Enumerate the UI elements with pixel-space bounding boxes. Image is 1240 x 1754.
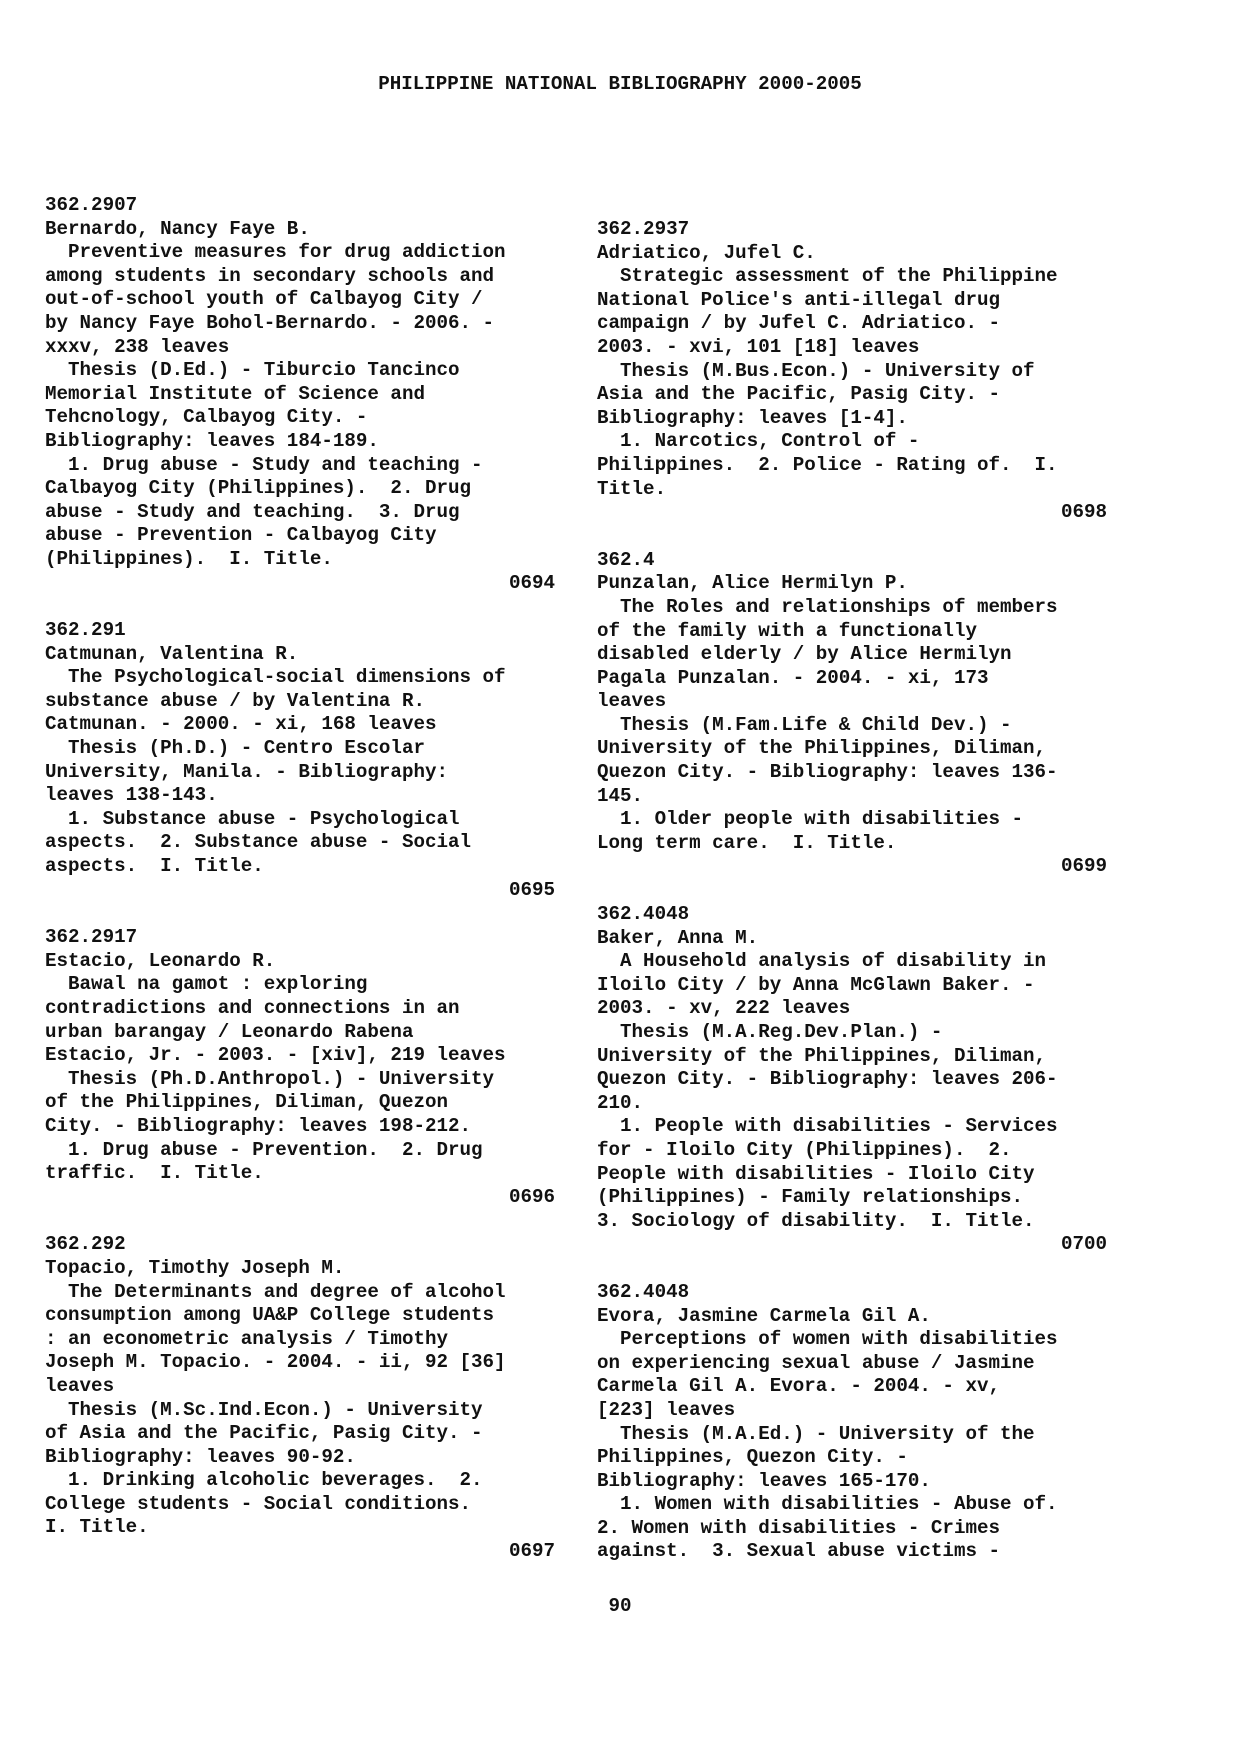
bibliography-entry bbox=[597, 903, 1107, 1257]
entry-line: 1. People with disabilities - Services bbox=[597, 1115, 1058, 1138]
entry-line: Memorial Institute of Science and bbox=[45, 382, 425, 405]
call-number: 362.292 bbox=[45, 1233, 126, 1256]
entry-line: Quezon City. - Bibliography: leaves 136- bbox=[597, 761, 1058, 784]
bibliography-entry bbox=[597, 218, 1107, 525]
entry-line: leaves 138-143. bbox=[45, 784, 218, 807]
entry-line: 2. Women with disabilities - Crimes bbox=[597, 1516, 1001, 1539]
entry-line: of the Philippines, Diliman, Quezon bbox=[45, 1091, 449, 1114]
entry-line: The Roles and relationships of members bbox=[597, 595, 1058, 618]
entry-line: 210. bbox=[597, 1091, 644, 1114]
call-number: 362.2907 bbox=[45, 194, 138, 216]
entry-author: Catmunan, Valentina R. bbox=[45, 642, 299, 665]
entry-author: Evora, Jasmine Carmela Gil A. bbox=[597, 1304, 931, 1327]
entry-line: by Nancy Faye Bohol-Bernardo. - 2006. - bbox=[45, 311, 495, 334]
call-number: 362.4048 bbox=[597, 1280, 690, 1303]
entry-line: The Determinants and degree of alcohol bbox=[45, 1280, 506, 1303]
bibliography-entry bbox=[45, 1233, 555, 1563]
call-number: 362.4048 bbox=[597, 903, 690, 926]
entry-line: Preventive measures for drug addiction bbox=[45, 241, 506, 264]
entry-line: Bawal na gamot : exploring bbox=[45, 973, 368, 996]
entry-line: Thesis (D.Ed.) - Tiburcio Tancinco bbox=[45, 359, 460, 382]
entry-line: Thesis (M.Fam.Life & Child Dev.) - bbox=[597, 713, 1012, 736]
entry-line: Thesis (M.A.Reg.Dev.Plan.) - bbox=[597, 1021, 943, 1043]
entry-line: contradictions and connections in an bbox=[45, 997, 460, 1019]
entry-line: disabled elderly / by Alice Hermilyn bbox=[597, 643, 1012, 666]
entry-line: against. 3. Sexual abuse victims - bbox=[597, 1540, 1001, 1563]
entry-line: 1. Narcotics, Control of - bbox=[597, 430, 920, 453]
control-number: 0694 bbox=[508, 571, 555, 594]
entry-line: 1. Older people with disabilities - bbox=[597, 808, 1024, 831]
entry-line: Bibliography: leaves [1-4]. bbox=[597, 406, 908, 429]
entry-line: substance abuse / by Valentina R. bbox=[45, 689, 425, 712]
control-number: 0698 bbox=[1060, 501, 1107, 524]
entry-line: Strategic assessment of the Philippine bbox=[597, 265, 1058, 288]
entry-line: (Philippines). I. Title. bbox=[45, 547, 333, 570]
entry-line: urban barangay / Leonardo Rabena bbox=[45, 1020, 414, 1043]
entry-line: 1. Drug abuse - Prevention. 2. Drug bbox=[45, 1138, 483, 1161]
entry-author: Bernardo, Nancy Faye B. bbox=[45, 217, 310, 240]
call-number: 362.2917 bbox=[45, 926, 138, 949]
control-number: 0696 bbox=[508, 1185, 555, 1208]
control-number: 0695 bbox=[508, 878, 555, 901]
entry-author: Estacio, Leonardo R. bbox=[45, 949, 276, 972]
entry-line: A Household analysis of disability in bbox=[597, 950, 1047, 973]
entry-line: City. - Bibliography: leaves 198-212. bbox=[45, 1114, 472, 1137]
entry-line: Estacio, Jr. - 2003. - [xiv], 219 leaves bbox=[45, 1044, 506, 1067]
entry-line: College students - Social conditions. bbox=[45, 1492, 472, 1515]
entry-line: University of the Philippines, Diliman, bbox=[597, 1044, 1047, 1067]
entry-line: consumption among UA&P College students bbox=[45, 1304, 495, 1327]
entry-line: [223] leaves bbox=[597, 1398, 736, 1421]
entry-line: 1. Drinking alcoholic beverages. 2. bbox=[45, 1469, 483, 1492]
entry-line: among students in secondary schools and bbox=[45, 264, 495, 287]
entry-line: of the family with a functionally bbox=[597, 619, 977, 642]
bibliography-entry bbox=[45, 619, 555, 902]
entry-line: Calbayog City (Philippines). 2. Drug bbox=[45, 477, 472, 500]
entry-author: Adriatico, Jufel C. bbox=[597, 241, 816, 264]
entry-line: Thesis (M.A.Ed.) - University of the bbox=[597, 1422, 1035, 1445]
entry-line: 1. Women with disabilities - Abuse of. bbox=[597, 1493, 1058, 1516]
running-header: PHILIPPINE NATIONAL BIBLIOGRAPHY 2000-2005 bbox=[378, 73, 862, 95]
entry-line: : an econometric analysis / Timothy bbox=[45, 1327, 449, 1350]
right-column bbox=[597, 218, 1107, 1588]
control-number: 0700 bbox=[1060, 1233, 1107, 1256]
entry-line: Joseph M. Topacio. - 2004. - ii, 92 [36] bbox=[45, 1351, 506, 1374]
entry-author: Topacio, Timothy Joseph M. bbox=[45, 1256, 345, 1279]
entry-line: National Police's anti-illegal drug bbox=[597, 288, 1001, 311]
entry-line: abuse - Prevention - Calbayog City bbox=[45, 524, 437, 547]
entry-line: 2003. - xv, 222 leaves bbox=[597, 997, 851, 1020]
entry-line: (Philippines) - Family relationships. bbox=[597, 1186, 1024, 1209]
entry-author: Punzalan, Alice Hermilyn P. bbox=[597, 572, 908, 595]
entry-line: 2003. - xvi, 101 [18] leaves bbox=[597, 335, 920, 358]
entry-line: out-of-school youth of Calbayog City / bbox=[45, 288, 483, 311]
entry-line: Bibliography: leaves 165-170. bbox=[597, 1469, 931, 1492]
entry-line: 145. bbox=[597, 784, 644, 807]
entry-line: Pagala Punzalan. - 2004. - xi, 173 bbox=[597, 666, 989, 689]
entry-line: The Psychological-social dimensions of bbox=[45, 666, 506, 689]
entry-line: Philippines, Quezon City. - bbox=[597, 1446, 908, 1469]
entry-line: Title. bbox=[597, 477, 667, 500]
entry-line: Perceptions of women with disabilities bbox=[597, 1328, 1058, 1351]
entry-line: Long term care. I. Title. bbox=[597, 831, 897, 854]
entry-line: aspects. I. Title. bbox=[45, 855, 264, 878]
entry-line: 1. Substance abuse - Psychological bbox=[45, 807, 460, 830]
entry-line: Catmunan. - 2000. - xi, 168 leaves bbox=[45, 713, 437, 736]
entry-line: of Asia and the Pacific, Pasig City. - bbox=[45, 1422, 483, 1445]
entry-line: leaves bbox=[597, 690, 667, 713]
entry-line: I. Title. bbox=[45, 1516, 149, 1539]
entry-line: University, Manila. - Bibliography: bbox=[45, 760, 449, 783]
entry-line: Thesis (Ph.D.) - Centro Escolar bbox=[45, 737, 425, 760]
entry-line: abuse - Study and teaching. 3. Drug bbox=[45, 500, 460, 523]
entry-line: Bibliography: leaves 184-189. bbox=[45, 429, 379, 452]
left-column bbox=[45, 194, 555, 1588]
entry-line: Quezon City. - Bibliography: leaves 206- bbox=[597, 1068, 1058, 1091]
entry-line: Bibliography: leaves 90-92. bbox=[45, 1445, 356, 1468]
entry-line: on experiencing sexual abuse / Jasmine bbox=[597, 1351, 1035, 1374]
call-number: 362.4 bbox=[597, 548, 655, 571]
entry-line: Philippines. 2. Police - Rating of. I. bbox=[597, 453, 1058, 476]
entry-line: xxxv, 238 leaves bbox=[45, 335, 230, 358]
entry-line: leaves bbox=[45, 1374, 115, 1397]
entry-line: 3. Sociology of disability. I. Title. bbox=[597, 1209, 1035, 1232]
entry-line: for - Iloilo City (Philippines). 2. bbox=[597, 1138, 1012, 1161]
entry-author: Baker, Anna M. bbox=[597, 926, 759, 949]
call-number: 362.291 bbox=[45, 619, 126, 642]
entry-line: traffic. I. Title. bbox=[45, 1162, 264, 1185]
control-number: 0699 bbox=[1060, 855, 1107, 878]
bibliography-entry bbox=[597, 549, 1107, 879]
entry-line: aspects. 2. Substance abuse - Social bbox=[45, 831, 472, 854]
entry-line: Thesis (M.Sc.Ind.Econ.) - University bbox=[45, 1398, 483, 1421]
entry-line: Thesis (M.Bus.Econ.) - University of bbox=[597, 359, 1035, 382]
entry-line: Iloilo City / by Anna McGlawn Baker. - bbox=[597, 973, 1035, 996]
entry-line: 1. Drug abuse - Study and teaching - bbox=[45, 453, 483, 476]
entry-line: Tehcnology, Calbayog City. - bbox=[45, 406, 368, 429]
entry-line: Asia and the Pacific, Pasig City. - bbox=[597, 383, 1001, 406]
call-number: 362.2937 bbox=[597, 218, 690, 240]
entry-line: Thesis (Ph.D.Anthropol.) - University bbox=[45, 1067, 495, 1090]
control-number: 0697 bbox=[508, 1540, 555, 1563]
bibliography-entry bbox=[45, 194, 555, 595]
entry-line: Carmela Gil A. Evora. - 2004. - xv, bbox=[597, 1375, 1001, 1398]
page-number: 90 bbox=[608, 1595, 632, 1617]
bibliography-entry bbox=[597, 1281, 1107, 1564]
entry-line: campaign / by Jufel C. Adriatico. - bbox=[597, 312, 1001, 335]
entry-line: People with disabilities - Iloilo City bbox=[597, 1162, 1035, 1185]
bibliography-entry bbox=[45, 926, 555, 1209]
entry-line: University of the Philippines, Diliman, bbox=[597, 737, 1047, 760]
